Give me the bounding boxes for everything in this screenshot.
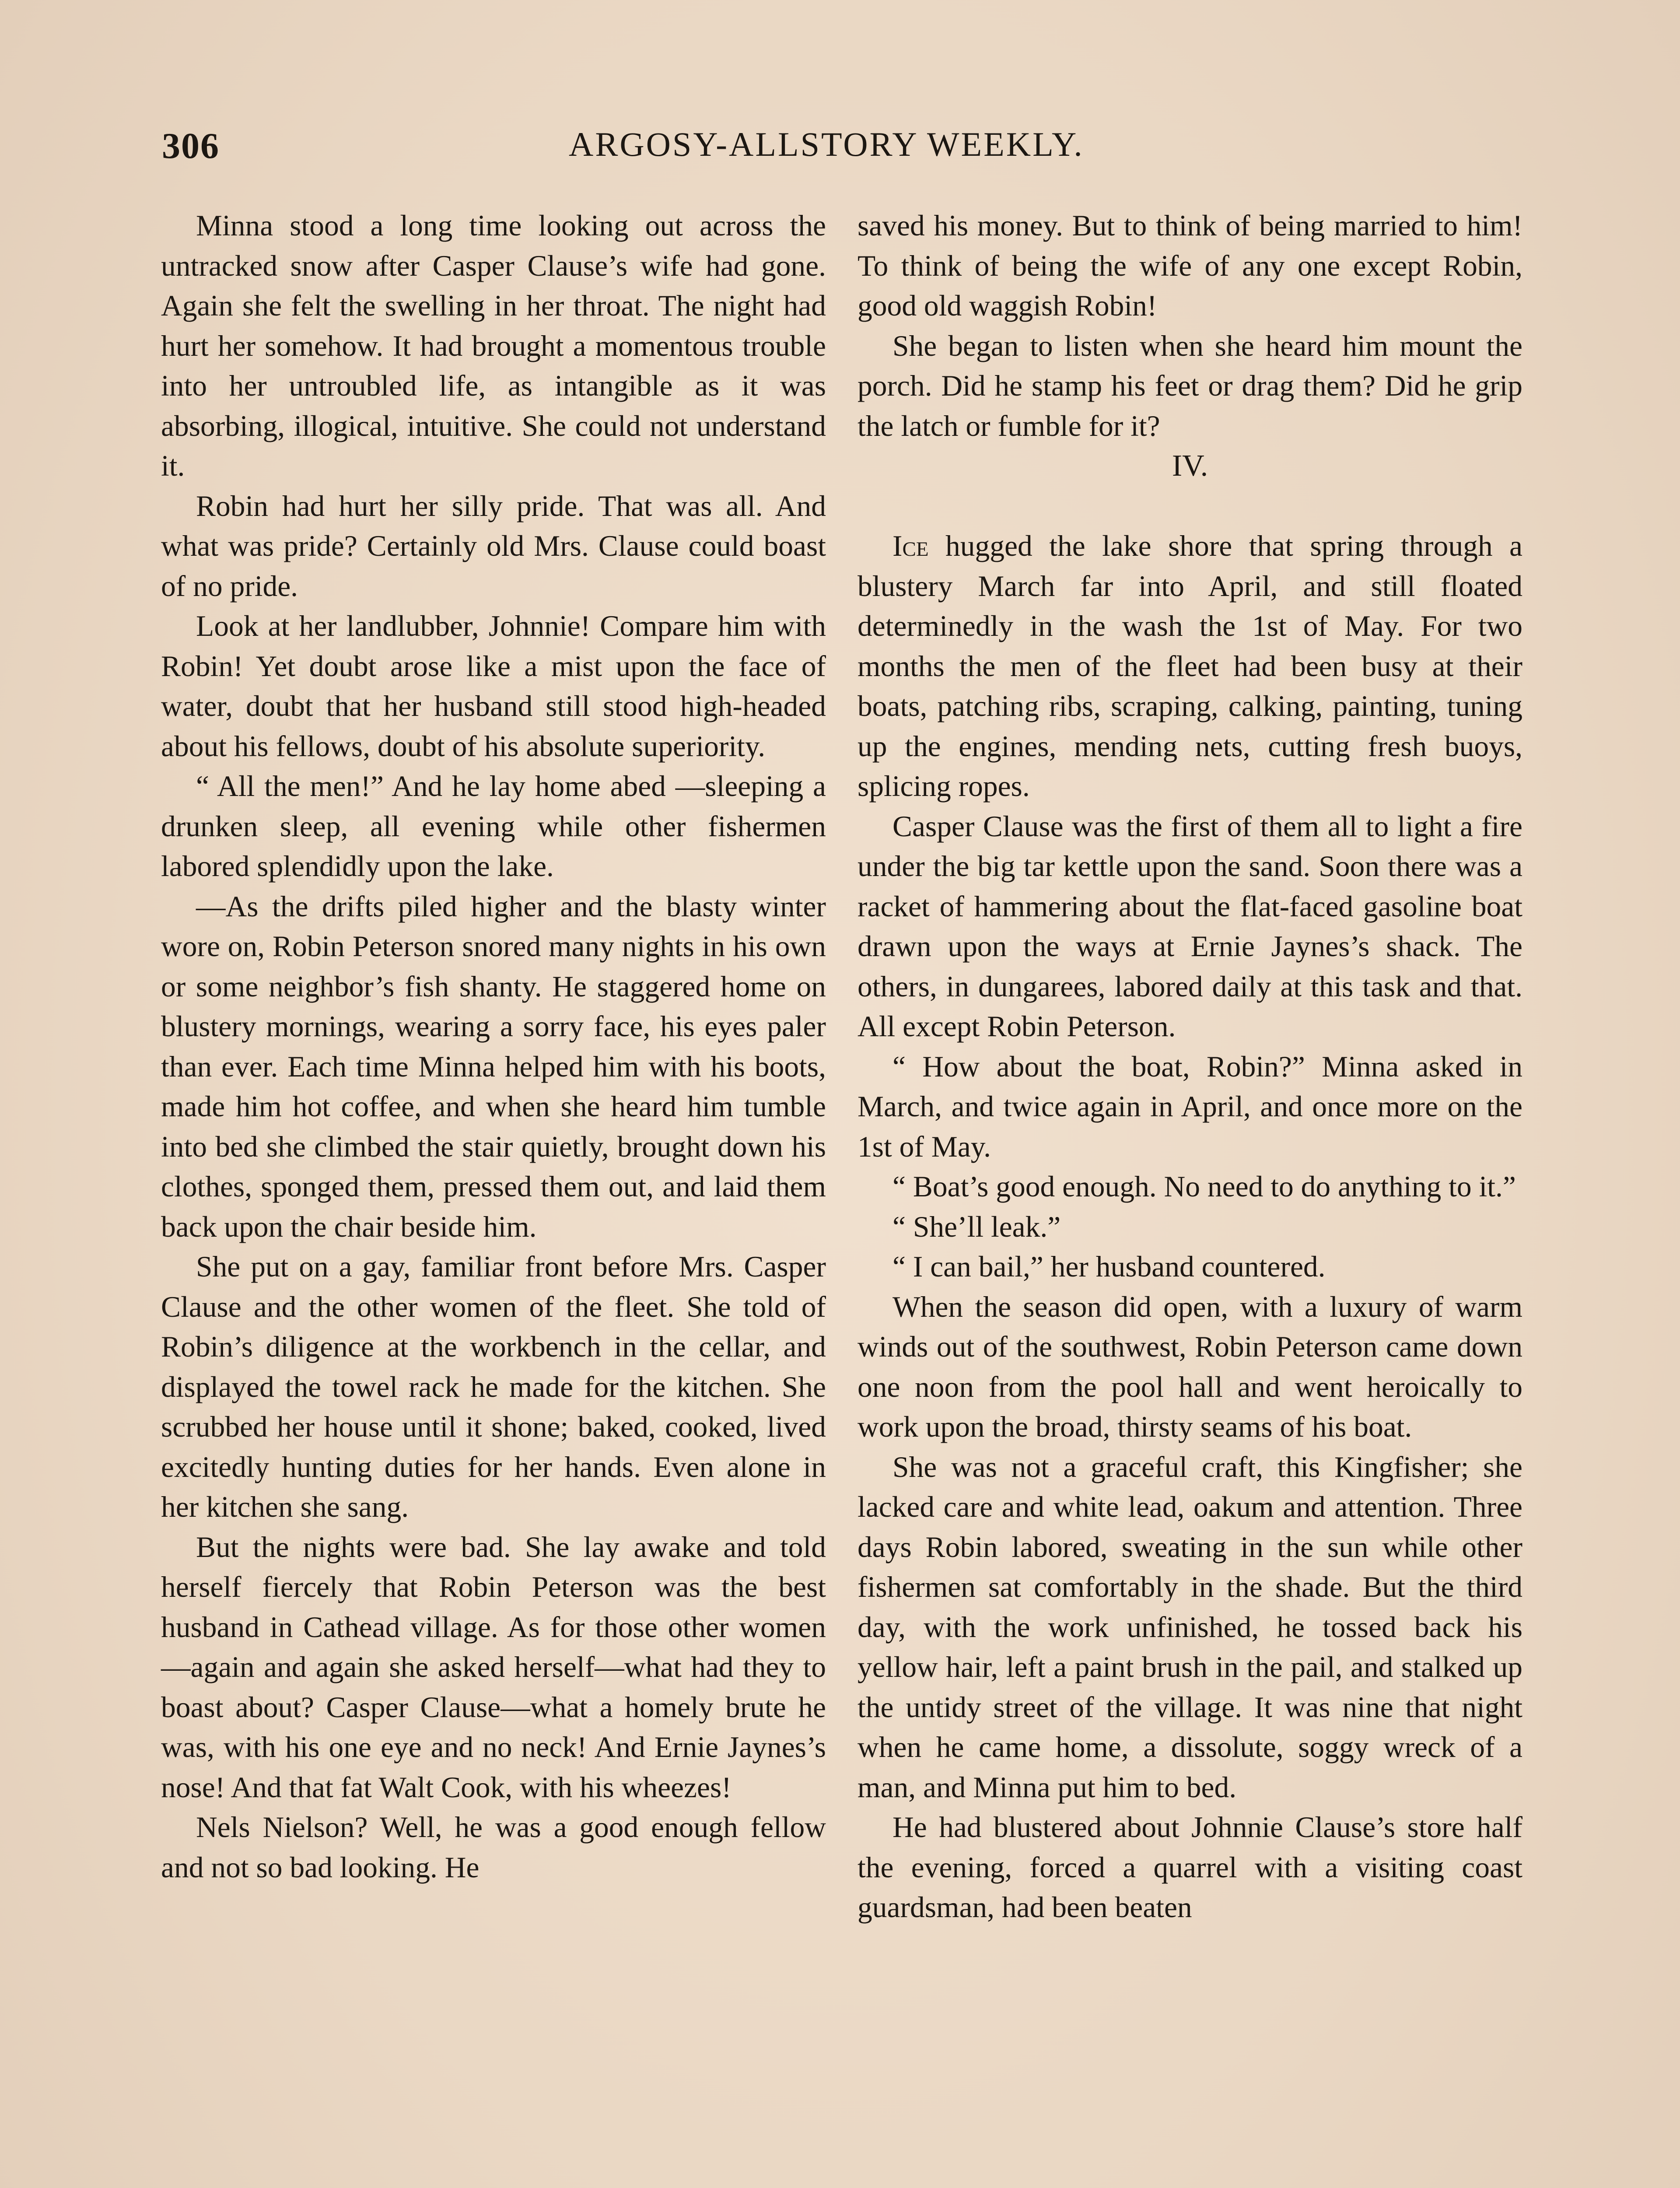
- paragraph-text: hugged the lake shore that spring through a blustery March far into April, and still floated determinedly in the wash the 1st of May. For two months the men of the fleet had been busy at their boats, patching ribs, scraping, calking, painting, tuning up the engines, mending nets, cutting fresh buoys, splicing ropes.: [858, 529, 1522, 803]
- paragraph: “ Boat’s good enough. No need to do anything to it.”: [892, 1170, 1516, 1203]
- paragraph: “ She’ll leak.”: [892, 1210, 1061, 1243]
- paragraph: When the season did open, with a luxury of warm winds out of the southwest, Robin Peterson came down one noon from the pool hall and went heroically to work upon the broad, thirsty seams of his boat.: [858, 1290, 1522, 1443]
- paragraph: “ All the men!” And he lay home abed —sleeping a drunken sleep, all evening while other fishermen labored splendidly upon the lake.: [161, 770, 826, 883]
- paragraph: —As the drifts piled higher and the blasty winter wore on, Robin Peterson snored many nights in his own or some neighbor’s fish shanty. He staggered home on blustery mornings, wearing a sorry face, his eyes paler than ever. Each time Minna helped him with his boots, made him hot coffee, and when she heard him tumble into bed she climbed the stair quietly, brought down his clothes, sponged them, pressed them out, and laid them back upon the chair beside him.: [161, 890, 826, 1243]
- paragraph: She began to listen when she heard him mount the porch. Did he stamp his feet or drag them? Did he grip the latch or fumble for it?: [858, 329, 1522, 442]
- paragraph: Robin had hurt her silly pride. That was all. And what was pride? Certainly old Mrs. Clause could boast of no pride.: [161, 489, 826, 603]
- drop-word: Ice: [892, 529, 929, 562]
- page-number: 306: [162, 126, 220, 166]
- paragraph: Nels Nielson? Well, he was a good enough fellow and not so bad looking. He: [161, 1811, 826, 1884]
- paragraph: Look at her landlubber, Johnnie! Compare him with Robin! Yet doubt arose like a mist upon the face of water, doubt that her husband still stood high-headed about his fellows, doubt of his absolute superiority.: [161, 610, 826, 763]
- paragraph: Minna stood a long time looking out across the untracked snow after Casper Clause’s wife had gone. Again she felt the swelling in her throat. The night had hurt her somehow. It had brought a momentous trouble into her untroubled life, as intangible as it was absorbing, illogical, intuitive. She could not understand it.: [161, 209, 826, 482]
- paragraph: “ How about the boat, Robin?” Minna asked in March, and twice again in April, and once more on the 1st of May.: [858, 1050, 1522, 1163]
- paragraph: She was not a graceful craft, this Kingfisher; she lacked care and white lead, oakum and attention. Three days Robin labored, sweating in the sun while other fishermen sat comfortably in the shade. But the third day, with the work unfinished, he tossed back his yellow hair, left a paint brush in the pail, and stalked up the untidy street of the village. It was nine that night when he came home, a dissolute, soggy wreck of a man, and Minna put him to bed.: [858, 1450, 1522, 1804]
- paragraph: “ I can bail,” her husband countered.: [892, 1250, 1326, 1283]
- continued-paragraph: saved his money. But to think of being married to him! To think of being the wife of any one except Robin, good old waggish Robin!: [858, 209, 1522, 322]
- page-header: [162, 125, 1522, 173]
- left-text-column: [161, 206, 826, 1887]
- paragraph: But the nights were bad. She lay awake and told herself fiercely that Robin Peterson was the best husband in Cathead village. As for those other women—again and again she asked herself—what had they to boast about? Casper Clause—what a homely brute he was, with his one eye and no neck! And Ernie Jaynes’s nose! And that fat Walt Cook, with his wheezes!: [161, 1530, 826, 1804]
- right-text-column: [858, 206, 1522, 1928]
- paragraph: Casper Clause was the first of them all to light a fire under the big tar kettle upon the sand. Soon there was a racket of hammering about the flat-faced gasoline boat drawn upon the ways at Ernie Jaynes’s shack. The others, in dungarees, labored daily at this task and that. All except Robin Peterson.: [858, 810, 1522, 1043]
- paragraph: She put on a gay, familiar front before Mrs. Casper Clause and the other women of the fleet. She told of Robin’s diligence at the workbench in the cellar, and displayed the towel rack he made for the kitchen. She scrubbed her house until it shone; baked, cooked, lived excitedly hunting duties for her hands. Even alone in her kitchen she sang.: [161, 1250, 826, 1523]
- section-opening-paragraph: [858, 526, 1522, 806]
- paragraph: He had blustered about Johnnie Clause’s store half the evening, forced a quarrel with a visiting coast guardsman, had been beaten: [858, 1811, 1522, 1924]
- section-heading: IV.: [1172, 449, 1208, 483]
- running-head: ARGOSY-ALLSTORY WEEKLY.: [569, 125, 1084, 163]
